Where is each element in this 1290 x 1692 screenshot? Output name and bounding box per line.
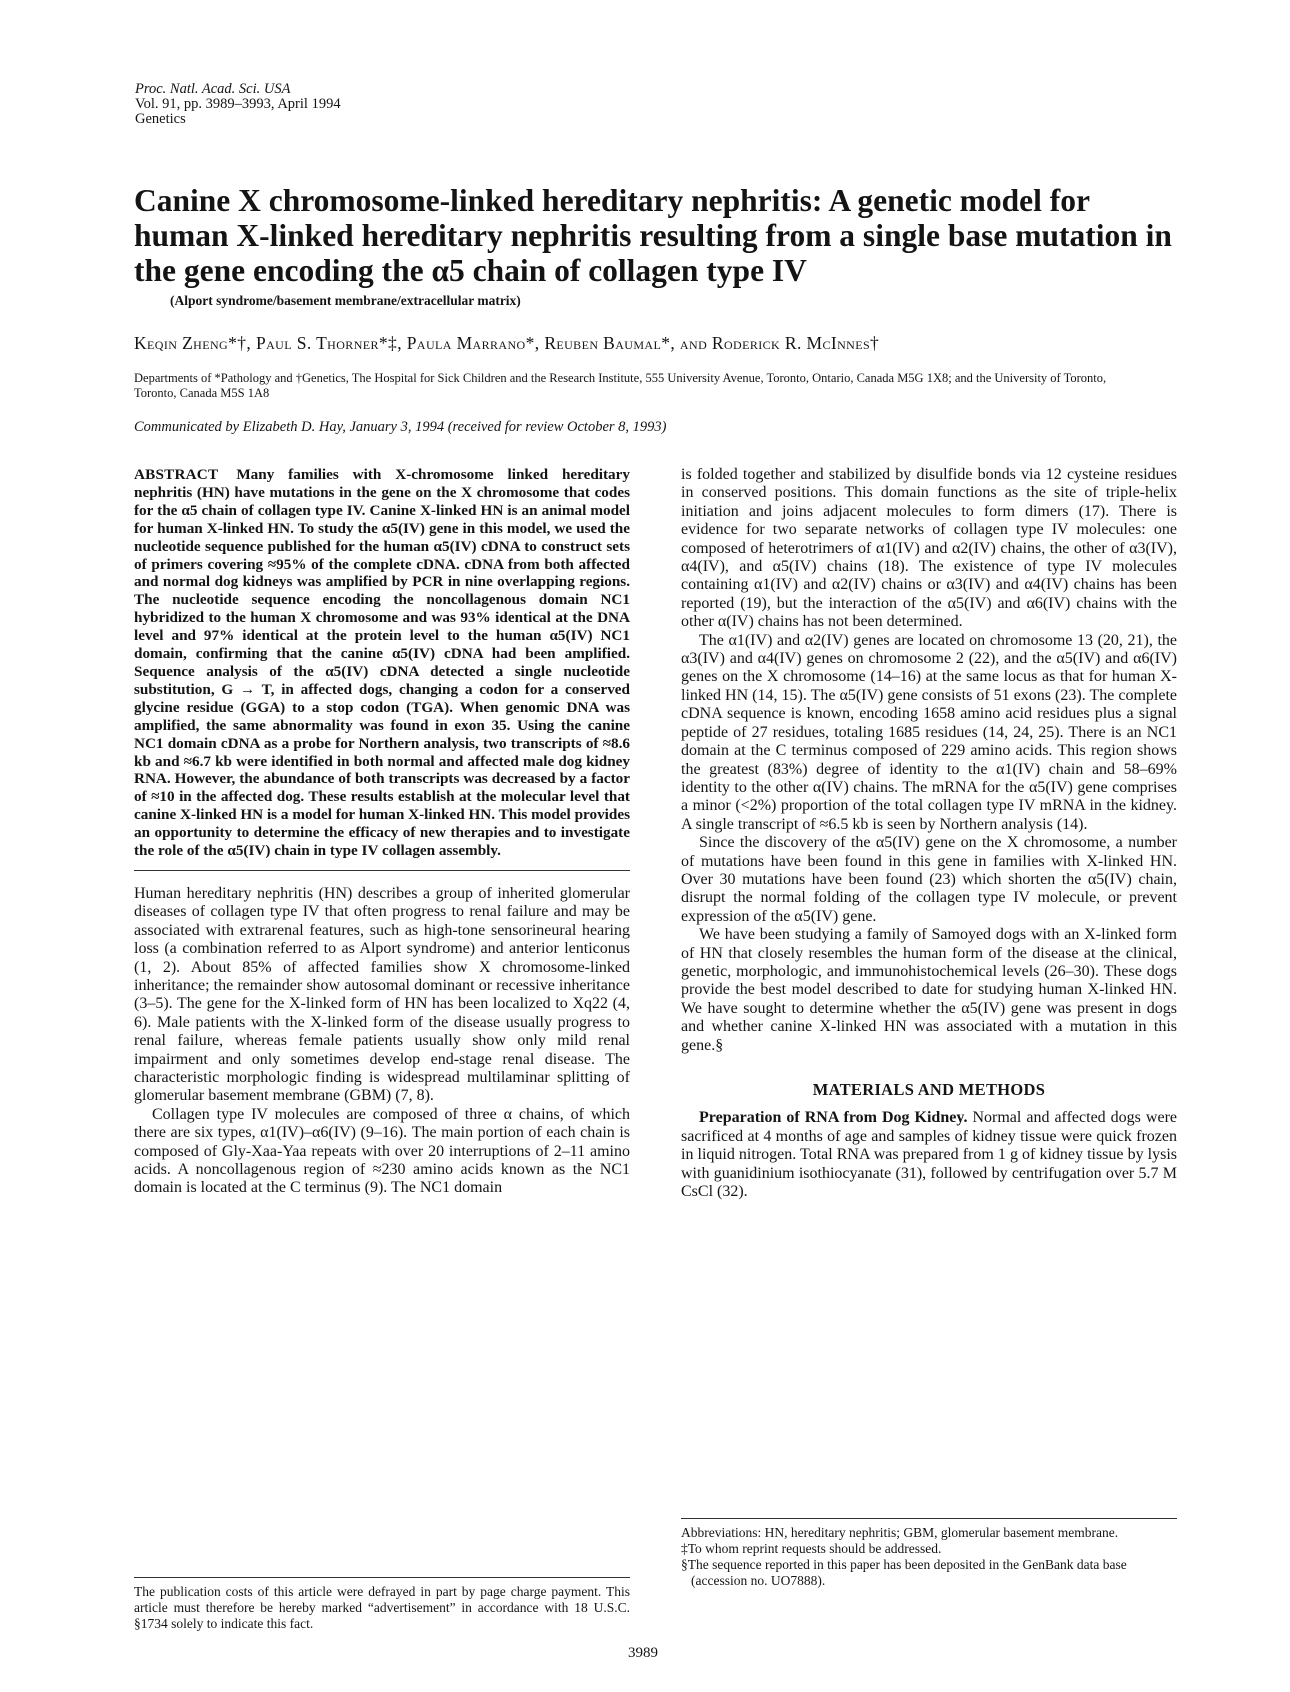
left-column [134, 466, 630, 1198]
intro-paragraph: Since the discovery of the α5(IV) gene on the X chromosome, a number of mutations have been found in this gene in families with X-linked HN. Over 30 mutations have been found (23) which shorten the α5(IV) chain, disrupt the normal folding of the collagen type IV molecule, or prevent expression of the α5(IV) gene. [681, 834, 1177, 925]
intro-paragraph: is folded together and stabilized by disulfide bonds via 12 cysteine residues in conserved positions. This domain functions as the site of triple-helix initiation and joins adjacent molecules to form dimers (17). There is evidence for two separate networks of collagen type IV molecules: one composed of heterotrimers of α1(IV) and α2(IV) chains, the other of α3(IV), α4(IV), and α5(IV) chains (18). The existence of type IV molecules containing α1(IV) and α2(IV) chains or α3(IV) and α4(IV) chains has been reported (19), but the interaction of the α5(IV) and α6(IV) chains with the other α(IV) chains has not been determined. [681, 466, 1177, 631]
intro-paragraph: Human hereditary nephritis (HN) describes a group of inherited glomerular diseases of collagen type IV that often progress to renal failure and may be associated with extrarenal features, such as high-tone sensorineural hearing loss (a combination referred to as Alport syndrome) and anterior lenticonus (1, 2). About 85% of affected families show X chromosome-linked inheritance; the remainder show autosomal dominant or recessive inheritance (3–5). The gene for the X-linked form of HN has been localized to Xq22 (4, 6). Male patients with the X-linked form of the disease usually progress to renal failure, whereas female patients usually show only mild renal impairment and only sometimes develop end-stage renal disease. The characteristic morphologic finding is widespread multilaminar splitting of glomerular basement membrane (GBM) (7, 8). [134, 884, 630, 1105]
intro-paragraph: We have been studying a family of Samoyed dogs with an X-linked form of HN that closely resembles the human form of the disease at the clinical, genetic, morphologic, and immunohistochemical levels (26–30). These dogs provide the best model described to date for studying human X-linked HN. We have sought to determine whether the α5(IV) gene was present in dogs and whether canine X-linked HN was associated with a mutation in this gene.§ [681, 926, 1177, 1054]
publication-cost-footnote: The publication costs of this article were defrayed in part by page charge payment. This article must therefore be hereby marked “advertisement” in accordance with 18 U.S.C. §1734 solely to indicate this fact. [134, 1577, 630, 1632]
methods-text: Normal and affected dogs were sacrificed at 4 months of age and samples of kidney tissue were quick frozen in liquid nitrogen. Total RNA was prepared from 1 g of kidney tissue by lysis with guanidinium isothiocyanate (31), followed by centrifugation over 5.7 M CsCl (32). [681, 1109, 1177, 1201]
journal-name: Proc. Natl. Acad. Sci. USA [135, 81, 291, 97]
affiliations: Departments of *Pathology and †Genetics, The Hospital for Sick Children and the Research Institute, 555 University Avenue, Toronto, Ontario, Canada M5G 1X8; and the University of Toronto, Toronto, Canada M5S 1A8 [134, 371, 1107, 400]
journal-header [135, 82, 341, 127]
intro-paragraph: Collagen type IV molecules are composed of three α chains, of which there are six types, α1(IV)–α6(IV) (9–16). The main portion of each chain is composed of Gly-Xaa-Yaa repeats with over 20 interruptions of 2–11 amino acids. A noncollagenous region of ≈230 amino acids known as the NC1 domain is located at the C terminus (9). The NC1 domain [134, 1105, 630, 1197]
methods-subheading: Preparation of RNA from Dog Kidney. [699, 1109, 968, 1127]
page-number: 3989 [628, 1645, 658, 1661]
methods-heading: MATERIALS AND METHODS [812, 1080, 1046, 1099]
communicated-line: Communicated by Elizabeth D. Hay, January 3, 1994 (received for review October 8, 1993) [134, 419, 667, 435]
journal-volume: Vol. 91, pp. 3989–3993, April 1994 [135, 96, 341, 112]
abstract-label: ABSTRACT [134, 466, 219, 483]
footnote-reprint: ‡To whom reprint requests should be addressed. [681, 1541, 942, 1556]
paper-title: Canine X chromosome-linked hereditary nephritis: A genetic model for human X-linked hereditary nephritis resulting from a single base mutation in the gene encoding the α5 chain of collagen type IV [134, 183, 1172, 288]
right-column [681, 466, 1177, 1201]
journal-section: Genetics [135, 111, 186, 127]
keywords: (Alport syndrome/basement membrane/extracellular matrix) [170, 293, 521, 308]
methods-paragraph [681, 1109, 1177, 1201]
footnotes [681, 1518, 1177, 1589]
footnote-genbank: §The sequence reported in this paper has been deposited in the GenBank data base (accession no. UO7888). [681, 1557, 1127, 1588]
abstract [134, 466, 630, 860]
abstract-text: Many families with X-chromosome linked hereditary nephritis (HN) have mutations in the gene on the X chromosome that codes for the α5 chain of collagen type IV. Canine X-linked HN is an animal model for human X-linked HN. To study the α5(IV) gene in this model, we used the nucleotide sequence published for the human α5(IV) cDNA to construct sets of primers covering ≈95% of the complete cDNA. cDNA from both affected and normal dog kidneys was amplified by PCR in nine overlapping regions. The nucleotide sequence encoding the noncollagenous domain NC1 hybridized to the human X chromosome and was 93% identical at the DNA level and 97% identical at the protein level to the human α5(IV) NC1 domain, confirming that the canine α5(IV) cDNA had been amplified. Sequence analysis of the α5(IV) cDNA detected a single nucleotide substitution, G → T, in affected dogs, changing a codon for a conserved glycine residue (GGA) to a stop codon (TGA). When genomic DNA was amplified, the same abnormality was found in exon 35. Using the canine NC1 domain cDNA as a probe for Northern analysis, two transcripts of ≈8.6 kb and ≈6.7 kb were identified in both normal and affected male dog kidney RNA. However, the abundance of both transcripts was decreased by a factor of ≈10 in the affected dog. These results establish at the molecular level that canine X-linked HN is a model for human X-linked HN. This model provides an opportunity to determine the efficacy of new therapies and to investigate the role of the α5(IV) chain in type IV collagen assembly. [134, 466, 630, 860]
abstract-divider [134, 870, 630, 871]
authors: Keqin Zheng*†, Paul S. Thorner*‡, Paula Marrano*, Reuben Baumal*, and Roderick R. McInnes† [134, 333, 880, 353]
intro-paragraph: The α1(IV) and α2(IV) genes are located on chromosome 13 (20, 21), the α3(IV) and α4(IV) genes on chromosome 2 (22), and the α5(IV) and α6(IV) genes on the X chromosome (14–16) at the same locus as that for human X-linked HN (14, 15). The α5(IV) gene consists of 51 exons (23). The complete cDNA sequence is known, encoding 1658 amino acid residues plus a signal peptide of 27 residues, totaling 1685 residues (14, 24, 25). There is an NC1 domain at the C terminus composed of 229 amino acids. This region shows the greatest (83%) degree of identity to the α1(IV) chain and 58–69% identity to the other α(IV) chains. The mRNA for the α5(IV) gene comprises a minor (<2%) proportion of the total collagen type IV mRNA in the kidney. A single transcript of ≈6.5 kb is seen by Northern analysis (14). [681, 631, 1177, 833]
footnote-abbreviations: Abbreviations: HN, hereditary nephritis; GBM, glomerular basement membrane. [681, 1525, 1119, 1540]
